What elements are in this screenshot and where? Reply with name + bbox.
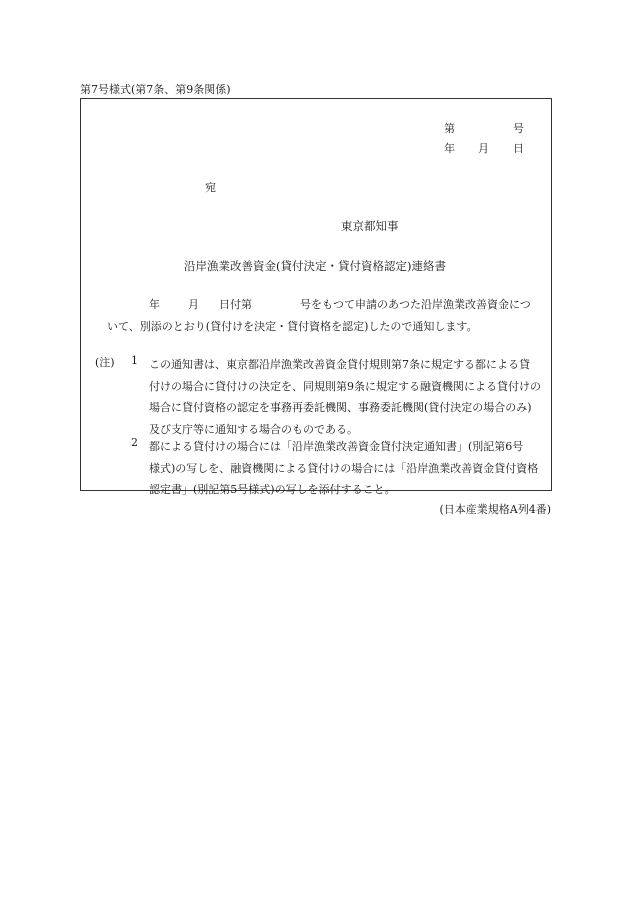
note-item-1 — [149, 354, 544, 440]
note-line: 都による貸付けの場合には「沿岸漁業改善資金貸付決定通知書」(別記第6号 — [149, 440, 524, 453]
body-month: 月 — [188, 298, 199, 311]
note-line: 認定書」(別記第5号様式)の写しを添付すること。 — [149, 483, 396, 496]
body-line-1 — [149, 296, 531, 312]
document-frame — [80, 98, 552, 496]
note-number: 1 — [131, 354, 138, 367]
document-title: 沿岸漁業改善資金(貸付決定・貸付資格認定)連絡書 — [184, 259, 446, 273]
body-date-no: 日付第 — [219, 298, 252, 311]
note-item-2 — [149, 436, 544, 501]
notes-label: (注) — [95, 356, 115, 369]
note-number: 2 — [131, 436, 138, 449]
date-day: 日 — [513, 142, 524, 155]
note-line: 様式)の写しを、融資機関による貸付けの場合には「沿岸漁業改善資金貸付資格 — [149, 461, 539, 475]
addressee: 宛 — [205, 181, 216, 194]
number-prefix: 第 — [444, 122, 455, 135]
note-line: 付けの場合に貸付けの決定を、同規則第9条に規定する融資機関による貸付けの — [149, 379, 541, 393]
body-year: 年 — [149, 298, 160, 311]
date-year: 年 — [444, 142, 455, 155]
note-line: この通知書は、東京都沿岸漁業改善資金貸付規則第7条に規定する都による貸 — [149, 358, 530, 371]
note-line: 場合に貸付資格の認定を事務再委託機関、事務委託機関(貸付決定の場合のみ) — [149, 401, 532, 414]
form-number: 第7号様式(第7条、第9条関係) — [80, 83, 231, 96]
body-line-2: いて、別添のとおり(貸付けを決定・貸付資格を認定)したので通知します。 — [107, 320, 478, 333]
date-month: 月 — [478, 142, 489, 155]
body-line1-rest: 号をもつて申請のあつた沿岸漁業改善資金につ — [300, 298, 531, 311]
number-suffix: 号 — [513, 122, 524, 135]
note-line: 及び支庁等に通知する場合のものである。 — [149, 422, 358, 436]
sender: 東京都知事 — [341, 219, 399, 233]
paper-size-note: (日本産業規格A列4番) — [439, 503, 551, 516]
